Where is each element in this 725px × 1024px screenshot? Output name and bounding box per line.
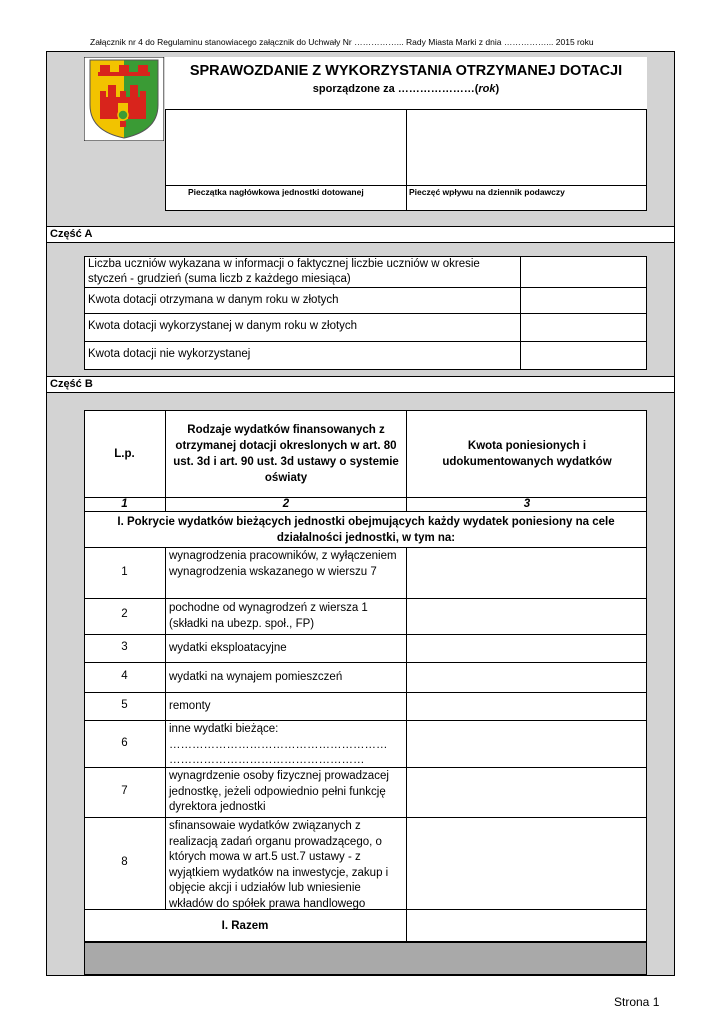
input-grant-unused[interactable] [521, 342, 646, 369]
row-description: sfinansowaie wydatków związanych z realizacją zadań organu prowadzącego, o których mowa w art.5 ust.7 ustawy - z wyjątkiem wydatków na inwestycje, zakup i objęcie akcji i udziałów lub wniesienie wkładów do spółek prawa handlowego [169, 820, 389, 910]
part-a-row-label: Kwota dotacji wykorzystanej w danym roku w złotych [88, 320, 358, 332]
stamp-label-line [165, 185, 647, 186]
amount-input-row-6[interactable] [407, 721, 646, 767]
row-description: wynagrodzenia pracowników, z wyłączeniem wynagrodzenia wskazanego w wierszu 7 [169, 550, 397, 578]
row-description: wynagrdzenie osoby fizycznej prowadzacej jednostkę, jeżeli odpowiednio pełni funkcję dyrektora jednostki [169, 770, 389, 813]
input-grant-received[interactable] [521, 288, 646, 312]
page-number: Strona 1 [614, 995, 660, 1009]
column-divider [165, 410, 166, 497]
col-number: 1 [121, 498, 128, 510]
row-lp: 3 [121, 641, 128, 653]
header-lp: L.p. [114, 448, 135, 460]
row-lp: 4 [121, 670, 128, 682]
part-a-row-label: Liczba uczniów wykazana w informacji o faktycznej liczbie uczniów w okresie styczeń - grudzień (suma liczb z każdego miesiąca) [88, 258, 480, 285]
row-lp: 6 [121, 737, 128, 749]
report-title: SPRAWOZDANIE Z WYKORZYSTANIA OTRZYMANEJ DOTACJI [189, 63, 623, 79]
row-lp: 2 [121, 608, 128, 620]
amount-input-row-3[interactable] [407, 635, 646, 662]
row-description: pochodne od wynagrodzeń z wiersza 1 (składki na ubezp. społ., FP) [169, 602, 368, 630]
amount-input-row-1[interactable] [407, 548, 646, 598]
title-box [165, 57, 647, 109]
amount-input-row-4[interactable] [407, 663, 646, 692]
amount-input-row-5[interactable] [407, 693, 646, 720]
subtitle-suffix: ) [495, 83, 500, 95]
row-divider [84, 511, 647, 512]
stamp-left-label: Pieczątka nagłówkowa jednostki dotowanej [188, 187, 364, 197]
header-note: Załącznik nr 4 do Regulaminu stanowiacego załącznik do Uchwały Nr ……………... Rady Miasta Marki z dnia ……………... 2015 roku [90, 37, 594, 47]
row-lp: 8 [121, 856, 128, 868]
row-description: wydatki na wynajem pomieszczeń [169, 671, 343, 683]
section-i-title: I. Pokrycie wydatków bieżących jednostki obejmujących każdy wydatek poniesiony na cele działalności jednostki, w tym na: [117, 516, 615, 544]
table-footer-bar [84, 942, 647, 975]
header-expense-types: Rodzaje wydatków finansowanych z otrzymanej dotacji okreslonych w art. 80 ust. 3d i art. 90 ust. 3d ustawy o systemie oświaty [173, 424, 399, 484]
amount-input-total[interactable] [407, 910, 646, 941]
col-number: 3 [523, 498, 531, 510]
row-description: wydatki eksploatacyjne [169, 642, 287, 654]
coat-of-arms-logo [84, 57, 164, 141]
row-description: remonty [169, 700, 211, 712]
stamp-divider [406, 109, 407, 211]
part-a-heading: Część A [46, 226, 675, 243]
amount-input-row-2[interactable] [407, 599, 646, 634]
row-description: inne wydatki bieżące: ………………………………………………… …………………………………………… [169, 723, 388, 766]
part-a-row-label: Kwota dotacji otrzymana w danym roku w złotych [88, 294, 339, 306]
amount-input-row-8[interactable] [407, 818, 646, 909]
part-a-row-label: Kwota dotacji nie wykorzystanej [88, 348, 251, 360]
total-label: I. Razem [221, 920, 269, 932]
input-grant-used[interactable] [521, 314, 646, 340]
stamp-right-label: Pieczęć wpływu na dziennik podawczy [409, 187, 565, 197]
part-b-heading: Część B [46, 376, 675, 393]
header-amount: Kwota poniesionych i udokumentowanych wydatków [442, 440, 612, 468]
subtitle-year: rok [478, 83, 496, 95]
input-student-count[interactable] [521, 257, 646, 286]
row-lp: 5 [121, 699, 128, 711]
col-number: 2 [282, 498, 290, 510]
amount-input-row-7[interactable] [407, 768, 646, 817]
report-subtitle [165, 83, 647, 95]
row-lp: 7 [121, 785, 128, 797]
subtitle-prefix: sporządzone za …………………( [312, 83, 479, 95]
row-lp: 1 [121, 566, 128, 578]
column-divider [406, 410, 407, 497]
